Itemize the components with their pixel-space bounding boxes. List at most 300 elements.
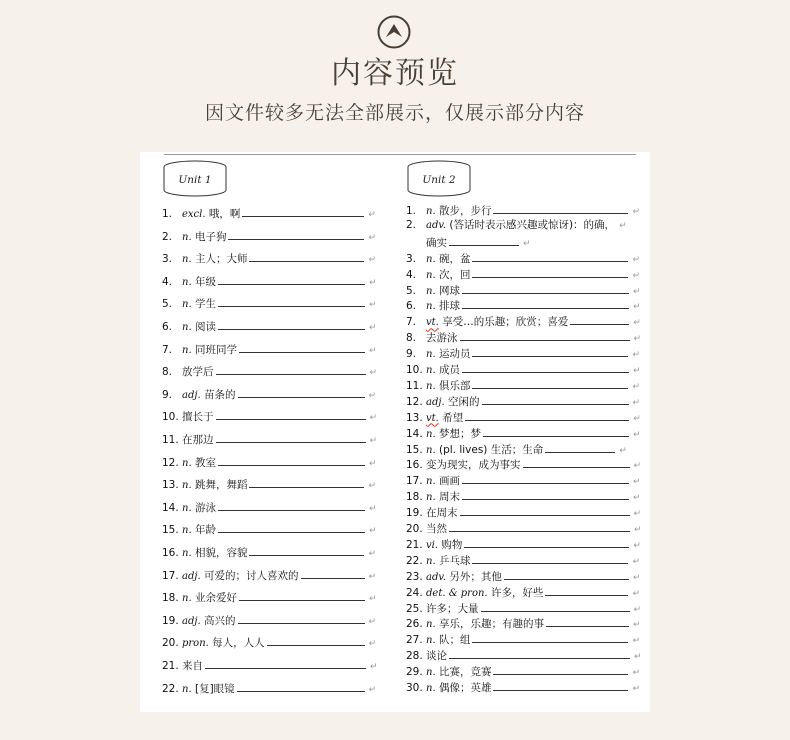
answer-blank: [218, 274, 365, 285]
word-row: [162, 455, 377, 471]
paragraph-mark: ↵: [632, 270, 641, 281]
answer-blank: [449, 648, 630, 659]
paragraph-mark: ↵: [368, 390, 377, 401]
paragraph-mark: ↵: [368, 345, 377, 356]
meaning-text: 确实: [426, 236, 447, 249]
answer-blank: [472, 251, 628, 262]
meaning-text: 空闲的: [448, 395, 480, 408]
word-row: [406, 632, 640, 648]
paragraph-mark: ↵: [632, 381, 641, 392]
word-row: [162, 681, 376, 697]
paragraph-mark: ↵: [632, 684, 641, 694]
word-row: [406, 601, 641, 617]
meaning-text: 碗，盆: [438, 252, 471, 265]
part-of-speech: vt.: [426, 317, 439, 329]
meaning-text: (pl. lives) 生活；生命: [438, 443, 544, 456]
item-number: 30.: [406, 682, 423, 694]
paragraph-mark: ↵: [633, 604, 642, 615]
paragraph-mark: ↵: [632, 588, 640, 599]
part-of-speech: n.: [182, 683, 192, 695]
meaning-text: 教室: [194, 456, 216, 469]
word-row: [406, 569, 640, 585]
word-row: [406, 505, 641, 521]
document-preview: [140, 152, 650, 712]
item-number: 9.: [406, 348, 417, 361]
meaning-text: 在周末: [426, 507, 458, 520]
unit-badge: [162, 158, 230, 196]
item-number: 24.: [406, 586, 423, 599]
paragraph-mark: ↵: [619, 220, 627, 231]
item-number: 7.: [406, 316, 417, 329]
item-number: 8.: [162, 366, 173, 379]
item-number: 13.: [406, 411, 423, 424]
answer-blank: [472, 553, 628, 564]
paragraph-mark: ↵: [632, 636, 641, 647]
answer-blank: [205, 658, 366, 669]
answer-blank: [462, 298, 629, 309]
word-row: [406, 616, 641, 632]
paragraph-mark: ↵: [632, 286, 641, 297]
part-of-speech: n.: [182, 344, 192, 356]
item-number: 3.: [406, 252, 417, 265]
meaning-text: 周末: [438, 491, 460, 504]
word-row: [406, 283, 641, 299]
meaning-text: 放学后: [182, 366, 214, 379]
word-row: [406, 585, 640, 601]
item-number: 25.: [406, 602, 423, 615]
item-number: 6.: [162, 321, 173, 333]
word-row: [406, 537, 641, 553]
part-of-speech: n.: [182, 322, 192, 333]
paragraph-mark: ↵: [368, 616, 377, 627]
meaning-text: 可爱的；讨人喜欢的: [204, 569, 299, 582]
word-row: [406, 219, 627, 233]
meaning-text: (答话时表示感兴趣或惊讶)：的确，: [449, 218, 616, 231]
word-row: [406, 457, 641, 473]
part-of-speech: n.: [426, 349, 436, 361]
meaning-text: 网球: [438, 284, 460, 297]
page-title: 内容预览: [331, 56, 459, 91]
paragraph-mark: ↵: [632, 366, 641, 376]
item-number: 2.: [406, 218, 417, 231]
meaning-text: 擅长于: [182, 411, 214, 424]
meaning-text: 另外；其他: [449, 570, 502, 583]
item-number: 16.: [162, 547, 179, 559]
paragraph-mark: ↵: [633, 318, 641, 329]
part-of-speech: n.: [426, 380, 436, 392]
item-number: 14.: [406, 427, 423, 440]
item-number: 20.: [406, 523, 423, 535]
item-number: 12.: [406, 395, 423, 408]
meaning-text: 次，回: [438, 268, 471, 281]
meaning-text: 学生: [194, 298, 216, 311]
paragraph-mark: ↵: [634, 525, 642, 535]
meaning-text: 游泳: [194, 501, 216, 514]
meaning-text: 同班同学: [194, 343, 237, 356]
meaning-text: 许多；大量: [426, 602, 479, 615]
word-row: [406, 648, 642, 664]
answer-blank: [216, 409, 366, 420]
item-number: 4.: [162, 275, 173, 288]
answer-blank: [472, 346, 628, 357]
word-row: [406, 362, 641, 378]
answer-blank: [570, 314, 629, 325]
paragraph-mark: ↵: [633, 461, 642, 472]
item-number: 17.: [162, 569, 179, 582]
word-row: [406, 489, 641, 505]
paragraph-mark: ↵: [368, 503, 377, 514]
word-row: [162, 409, 377, 425]
meaning-text: 购物: [441, 538, 463, 551]
word-row: [162, 477, 376, 493]
meaning-text: 年龄: [194, 524, 216, 537]
answer-blank: [242, 206, 364, 217]
word-row: [406, 314, 641, 330]
answer-blank: [545, 442, 615, 453]
meaning-text: 高兴的: [204, 614, 236, 627]
meaning-text: 画画: [438, 475, 460, 488]
part-of-speech: n.: [426, 667, 436, 679]
paragraph-mark: ↵: [632, 556, 641, 567]
answer-blank: [449, 521, 630, 532]
page-top-rule: [164, 154, 636, 155]
answer-blank: [546, 616, 629, 627]
word-row: [406, 298, 641, 314]
item-number: 5.: [406, 284, 417, 297]
word-row: [406, 664, 640, 680]
part-of-speech: n.: [182, 525, 192, 537]
meaning-text: 希望: [442, 411, 464, 424]
item-number: 23.: [406, 570, 423, 583]
word-row: [406, 442, 627, 458]
meaning-text: 主人；大师: [194, 253, 248, 266]
item-number: 13.: [162, 479, 179, 492]
part-of-speech: pron.: [182, 638, 209, 650]
paragraph-mark: ↵: [368, 300, 377, 311]
paragraph-mark: ↵: [368, 639, 377, 650]
item-number: 12.: [162, 456, 179, 469]
word-row: [162, 342, 377, 358]
paragraph-mark: ↵: [632, 668, 641, 679]
meaning-text: 来自: [182, 660, 203, 672]
meaning-text: 比赛，竞赛: [438, 666, 492, 679]
word-row: [162, 432, 377, 448]
paragraph-mark: ↵: [369, 413, 378, 424]
item-number: 20.: [162, 637, 179, 650]
item-number: 19.: [406, 507, 423, 520]
part-of-speech: n.: [182, 457, 192, 469]
word-row: [162, 635, 376, 651]
answer-blank: [301, 568, 365, 579]
paragraph-mark: ↵: [368, 458, 377, 469]
part-of-speech: n.: [182, 548, 192, 559]
part-of-speech: n.: [426, 619, 436, 631]
paragraph-mark: ↵: [368, 481, 377, 492]
answer-blank: [216, 432, 366, 443]
answer-blank: [545, 585, 628, 596]
paragraph-mark: ↵: [368, 210, 376, 220]
meaning-text: 许多，好些: [490, 586, 544, 599]
part-of-speech: n.: [426, 555, 436, 567]
part-of-speech: n.: [182, 480, 192, 492]
answer-blank: [462, 489, 629, 500]
word-row: [162, 613, 376, 629]
part-of-speech: adj.: [182, 389, 201, 401]
answer-blank: [216, 364, 366, 375]
word-row: [406, 203, 640, 219]
part-of-speech: n.: [426, 444, 436, 456]
meaning-text: 乒乓球: [438, 554, 471, 567]
paragraph-mark: ↵: [368, 255, 377, 266]
word-row: [162, 274, 377, 290]
paragraph-mark: ↵: [619, 445, 627, 456]
paragraph-mark: ↵: [633, 334, 642, 345]
answer-blank: [523, 457, 630, 468]
answer-blank: [481, 601, 630, 612]
word-row: [406, 267, 640, 283]
part-of-speech: n.: [426, 301, 436, 313]
word-row: [162, 522, 377, 538]
word-row: [162, 658, 378, 674]
item-number: 6.: [406, 300, 417, 313]
meaning-text: 偶像；英雄: [438, 682, 492, 694]
part-of-speech: vt.: [426, 412, 439, 424]
paragraph-mark: ↵: [368, 594, 377, 605]
part-of-speech: n.: [426, 269, 436, 281]
word-row: [406, 680, 640, 696]
part-of-speech: n.: [426, 285, 436, 297]
word-row: [406, 235, 531, 251]
word-row: [162, 229, 376, 245]
part-of-speech: n.: [182, 276, 192, 288]
paragraph-mark: ↵: [370, 662, 378, 672]
answer-blank: [483, 426, 629, 437]
word-row: [162, 545, 376, 561]
word-row: [162, 500, 377, 516]
meaning-text: 成员: [438, 364, 460, 376]
meaning-text: 在那边: [182, 434, 214, 446]
paragraph-mark: ↵: [632, 477, 641, 488]
answer-blank: [493, 680, 628, 691]
answer-blank: [460, 330, 630, 341]
answer-blank: [218, 522, 365, 533]
part-of-speech: n.: [426, 428, 436, 440]
paragraph-mark: ↵: [523, 238, 531, 249]
answer-blank: [249, 251, 364, 262]
answer-blank: [464, 537, 629, 548]
answer-blank: [472, 378, 628, 389]
part-of-speech: adj.: [182, 570, 201, 582]
answer-blank: [218, 500, 365, 511]
part-of-speech: adv.: [426, 219, 447, 231]
meaning-text: 谈论: [426, 650, 447, 663]
answer-blank: [482, 394, 629, 405]
paragraph-mark: ↵: [368, 277, 377, 288]
answer-blank: [472, 632, 628, 643]
paragraph-mark: ↵: [369, 436, 378, 446]
meaning-text: 运动员: [438, 348, 471, 361]
part-of-speech: n.: [182, 231, 192, 243]
paragraph-mark: ↵: [368, 549, 377, 559]
answer-blank: [460, 505, 630, 516]
answer-blank: [267, 635, 365, 646]
item-number: 9.: [162, 388, 173, 401]
item-number: 18.: [162, 592, 179, 605]
answer-blank: [238, 387, 365, 398]
paragraph-mark: ↵: [632, 254, 641, 265]
meaning-text: 年级: [194, 275, 216, 288]
word-row: [406, 378, 640, 394]
part-of-speech: n.: [182, 254, 192, 266]
upload-logo-icon: [376, 14, 412, 50]
paragraph-mark: ↵: [632, 620, 641, 631]
paragraph-mark: ↵: [634, 652, 642, 663]
item-number: 2.: [162, 230, 173, 243]
item-number: 10.: [162, 411, 179, 424]
paragraph-mark: ↵: [369, 368, 378, 379]
answer-blank: [449, 235, 519, 246]
answer-blank: [472, 267, 628, 278]
item-number: 4.: [406, 268, 417, 281]
meaning-text: 俱乐部: [438, 379, 471, 392]
answer-blank: [237, 681, 365, 692]
paragraph-mark: ↵: [368, 571, 377, 582]
item-number: 1.: [406, 205, 417, 217]
part-of-speech: n.: [426, 635, 436, 647]
part-of-speech: adv.: [426, 571, 447, 583]
item-number: 26.: [406, 618, 423, 631]
part-of-speech: excl.: [182, 209, 206, 220]
item-number: 19.: [162, 614, 179, 627]
paragraph-mark: ↵: [633, 509, 642, 520]
meaning-text: 跳舞，舞蹈: [194, 479, 248, 492]
item-number: 5.: [162, 298, 173, 311]
part-of-speech: n.: [426, 476, 436, 488]
part-of-speech: n.: [182, 299, 192, 311]
answer-blank: [249, 477, 364, 488]
paragraph-mark: ↵: [368, 526, 377, 537]
meaning-text: 业余爱好: [194, 592, 237, 605]
item-number: 15.: [406, 443, 423, 456]
paragraph-mark: ↵: [632, 350, 641, 361]
item-number: 1.: [162, 208, 173, 220]
paragraph-mark: ↵: [632, 429, 641, 440]
part-of-speech: n.: [426, 492, 436, 504]
unit-title: Unit 1: [178, 174, 212, 186]
answer-blank: [238, 613, 365, 624]
answer-blank: [462, 362, 629, 373]
meaning-text: 排球: [438, 300, 460, 313]
answer-blank: [228, 229, 364, 240]
answer-blank: [218, 319, 365, 330]
item-number: 11.: [406, 379, 423, 392]
word-row: [162, 296, 377, 312]
paragraph-mark: ↵: [368, 323, 377, 333]
item-number: 28.: [406, 650, 423, 663]
word-row: [162, 387, 376, 403]
part-of-speech: n.: [182, 502, 192, 514]
paragraph-mark: ↵: [632, 572, 641, 583]
answer-blank: [465, 410, 629, 421]
meaning-text: 每人，人人: [212, 637, 265, 650]
page-subtitle: 因文件较多无法全部展示，仅展示部分内容: [204, 102, 585, 124]
part-of-speech: n.: [426, 365, 436, 376]
meaning-text: 苗条的: [204, 388, 236, 401]
meaning-text: 享受…的乐趣；欣赏；喜爱: [442, 316, 569, 329]
paragraph-mark: ↵: [368, 232, 377, 243]
paragraph-mark: ↵: [633, 413, 641, 424]
part-of-speech: adj.: [182, 615, 201, 627]
meaning-text: 电子狗: [194, 230, 227, 243]
item-number: 7.: [162, 343, 173, 356]
answer-blank: [239, 590, 365, 601]
item-number: 21.: [406, 538, 423, 551]
part-of-speech: n.: [426, 206, 436, 217]
item-number: 22.: [406, 554, 423, 567]
item-number: 8.: [406, 332, 417, 345]
word-row: [162, 590, 377, 606]
word-row: [162, 206, 376, 222]
word-row: [406, 394, 640, 410]
answer-blank: [462, 283, 629, 294]
word-row: [406, 473, 641, 489]
meaning-text: 当然: [426, 523, 447, 535]
item-number: 27.: [406, 634, 423, 647]
answer-blank: [493, 664, 628, 675]
paragraph-mark: ↵: [632, 493, 641, 504]
word-row: [162, 364, 377, 380]
word-row: [162, 319, 377, 335]
meaning-text: 队；组: [438, 634, 471, 647]
word-row: [406, 426, 641, 442]
item-number: 21.: [162, 660, 179, 672]
meaning-text: 阅读: [194, 321, 216, 333]
word-row: [406, 521, 642, 537]
item-number: 29.: [406, 666, 423, 679]
meaning-text: 哦，啊: [208, 208, 241, 220]
meaning-text: 变为现实，成为事实: [426, 459, 521, 472]
part-of-speech: n.: [182, 593, 192, 605]
answer-blank: [239, 342, 365, 353]
item-number: 16.: [406, 459, 423, 472]
unit-badge: [406, 158, 474, 196]
paragraph-mark: ↵: [632, 207, 641, 217]
meaning-text: 相貌，容貌: [194, 547, 248, 559]
word-row: [406, 410, 641, 426]
item-number: 3.: [162, 253, 173, 266]
word-row: [406, 553, 640, 569]
meaning-text: 梦想；梦: [438, 427, 481, 440]
answer-blank: [504, 569, 629, 580]
part-of-speech: adj.: [426, 396, 445, 408]
item-number: 15.: [162, 524, 179, 537]
answer-blank: [218, 296, 365, 307]
item-number: 22.: [162, 682, 179, 695]
word-row: [162, 568, 376, 584]
meaning-text: 享乐，乐趣；有趣的事: [438, 618, 544, 631]
word-row: [162, 251, 376, 267]
answer-blank: [462, 473, 629, 484]
answer-blank: [249, 545, 364, 556]
word-row: [406, 251, 640, 267]
unit-title: Unit 2: [422, 174, 456, 186]
part-of-speech: det. & pron.: [426, 587, 488, 599]
paragraph-mark: ↵: [632, 397, 641, 408]
part-of-speech: n.: [426, 683, 436, 694]
part-of-speech: vi.: [426, 539, 439, 551]
meaning-text: [复]眼镜: [194, 682, 235, 695]
meaning-text: 散步，步行: [438, 205, 492, 217]
